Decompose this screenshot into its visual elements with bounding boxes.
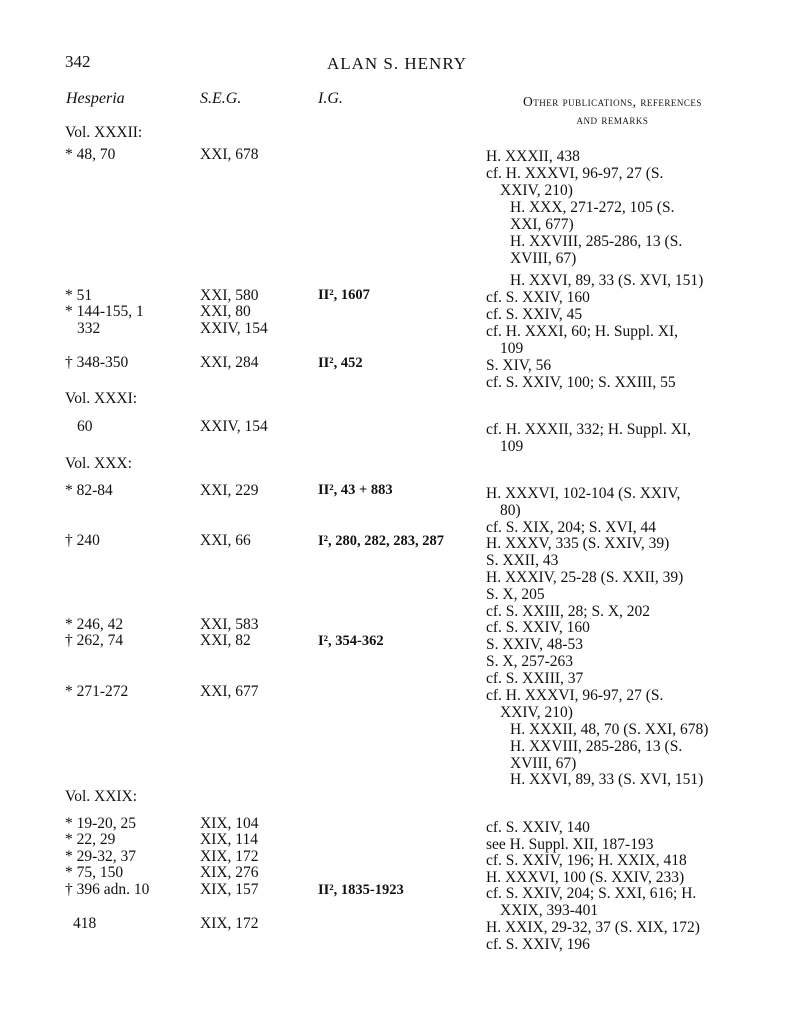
remark-line: cf. S. XXIV, 196 [486,936,590,953]
ig-ref: II², 1835-1923 [318,882,404,898]
remark-line: H. XXXVI, 102-104 (S. XXIV, [486,485,681,502]
seg-ref: XXI, 80 [200,303,251,320]
seg-ref: XIX, 157 [200,881,259,898]
hesperia-ref: 60 [77,418,93,435]
ig-ref: II², 43 + 883 [318,482,393,498]
remark-line: S. XXIV, 48-53 [486,636,584,653]
seg-ref: XIX, 276 [200,864,259,881]
remark-line: cf. S. XIX, 204; S. XVI, 44 [486,519,657,536]
column-header-ig: I.G. [318,90,343,107]
remark-line: S. XIV, 56 [486,357,552,374]
column-header-seg: S.E.G. [200,90,242,107]
remark-line: cf. S. XXIII, 28; S. X, 202 [486,603,651,620]
remark-line: H. XXX, 271-272, 105 (S. [510,199,675,216]
remark-line: cf. S. XXIV, 204; S. XXI, 616; H. [486,885,697,902]
ig-ref: I², 280, 282, 283, 287 [318,533,444,549]
seg-ref: XIX, 104 [200,815,259,832]
volume-label: Vol. XXIX: [65,788,138,805]
hesperia-ref: † 240 [65,532,100,549]
hesperia-ref: † 262, 74 [65,632,124,649]
remark-line: cf. S. XXIV, 45 [486,306,583,323]
seg-ref: XIX, 172 [200,915,259,932]
seg-ref: XXI, 82 [200,632,251,649]
hesperia-ref: 332 [77,320,101,337]
seg-ref: XXI, 677 [200,683,259,700]
remark-line: XXIV, 210) [500,704,573,721]
remark-line: H. XXXVI, 100 (S. XXIV, 233) [486,869,685,886]
seg-ref: XXIV, 154 [200,418,268,435]
volume-label: Vol. XXX: [65,455,132,472]
running-head: ALAN S. HENRY [326,54,468,73]
remark-line: H. XXXIV, 25-28 (S. XXII, 39) [486,569,684,586]
hesperia-ref: † 396 adn. 10 [65,881,150,898]
column-header-other-line2: and remarks [576,112,649,127]
remark-line: H. XXXII, 48, 70 (S. XXI, 678) [510,721,709,738]
remark-line: XVIII, 67) [510,755,577,772]
remark-line: H. XXVI, 89, 33 (S. XVI, 151) [510,771,704,788]
hesperia-ref: * 82-84 [65,482,113,499]
seg-ref: XXI, 580 [200,287,259,304]
seg-ref: XXI, 66 [200,532,251,549]
remark-line: H. XXVIII, 285-286, 13 (S. [510,233,683,250]
remark-line: H. XXIX, 29-32, 37 (S. XIX, 172) [486,919,700,936]
remark-line: cf. S. XXIV, 160 [486,289,590,306]
remark-line: S. XXII, 43 [486,552,559,569]
remark-line: cf. S. XXIV, 160 [486,619,590,636]
seg-ref: XIX, 114 [200,831,258,848]
remark-line: XXIV, 210) [500,182,573,199]
volume-label: Vol. XXXII: [65,124,143,141]
ig-ref: II², 1607 [318,287,370,303]
column-header-other [480,93,745,129]
remark-line: cf. H. XXXI, 60; H. Suppl. XI, [486,323,679,340]
seg-ref: XXI, 583 [200,616,259,633]
remark-line: cf. S. XXIV, 140 [486,819,590,836]
remark-line: XXI, 677) [510,216,574,233]
hesperia-ref: * 29-32, 37 [65,848,137,865]
hesperia-ref: * 144-155, 1 [65,303,144,320]
hesperia-ref: * 22, 29 [65,831,116,848]
remark-line: H. XXVIII, 285-286, 13 (S. [510,738,683,755]
ig-ref: II², 452 [318,355,363,371]
remark-line: 80) [500,502,521,519]
remark-line: cf. H. XXXII, 332; H. Suppl. XI, [486,421,691,438]
page-number: 342 [65,52,91,71]
remark-line: cf. S. XXIV, 100; S. XXIII, 55 [486,374,676,391]
remark-line: H. XXXV, 335 (S. XXIV, 39) [486,535,670,552]
seg-ref: XXIV, 154 [200,320,268,337]
remark-line: XXIX, 393-401 [500,902,599,919]
hesperia-ref: * 19-20, 25 [65,815,137,832]
hesperia-ref: 418 [73,915,97,932]
remark-line: XVIII, 67) [510,250,577,267]
seg-ref: XXI, 678 [200,146,259,163]
remark-line: H. XXVI, 89, 33 (S. XVI, 151) [510,272,704,289]
hesperia-ref: * 246, 42 [65,616,124,633]
seg-ref: XIX, 172 [200,848,259,865]
seg-ref: XXI, 284 [200,354,259,371]
remark-line: cf. S. XXIII, 37 [486,670,584,687]
column-header-hesperia: Hesperia [66,90,125,107]
remark-line: cf. H. XXXVI, 96-97, 27 (S. [486,687,664,704]
remark-line: 109 [500,340,524,357]
remark-line: H. XXXII, 438 [486,148,580,165]
seg-ref: XXI, 229 [200,482,259,499]
column-header-other-line1: Other publications, references [523,94,702,109]
hesperia-ref: * 51 [65,287,93,304]
remark-line: S. X, 205 [486,586,545,603]
hesperia-ref: * 75, 150 [65,864,124,881]
remark-line: cf. S. XXIV, 196; H. XXIX, 418 [486,852,687,869]
remark-line: see H. Suppl. XII, 187-193 [486,836,654,853]
ig-ref: I², 354-362 [318,633,384,649]
volume-label: Vol. XXXI: [65,390,138,407]
hesperia-ref: † 348-350 [65,354,129,371]
remark-line: 109 [500,438,524,455]
remark-line: S. X, 257-263 [486,653,573,670]
hesperia-ref: * 271-272 [65,683,129,700]
remark-line: cf. H. XXXVI, 96-97, 27 (S. [486,165,664,182]
hesperia-ref: * 48, 70 [65,146,116,163]
